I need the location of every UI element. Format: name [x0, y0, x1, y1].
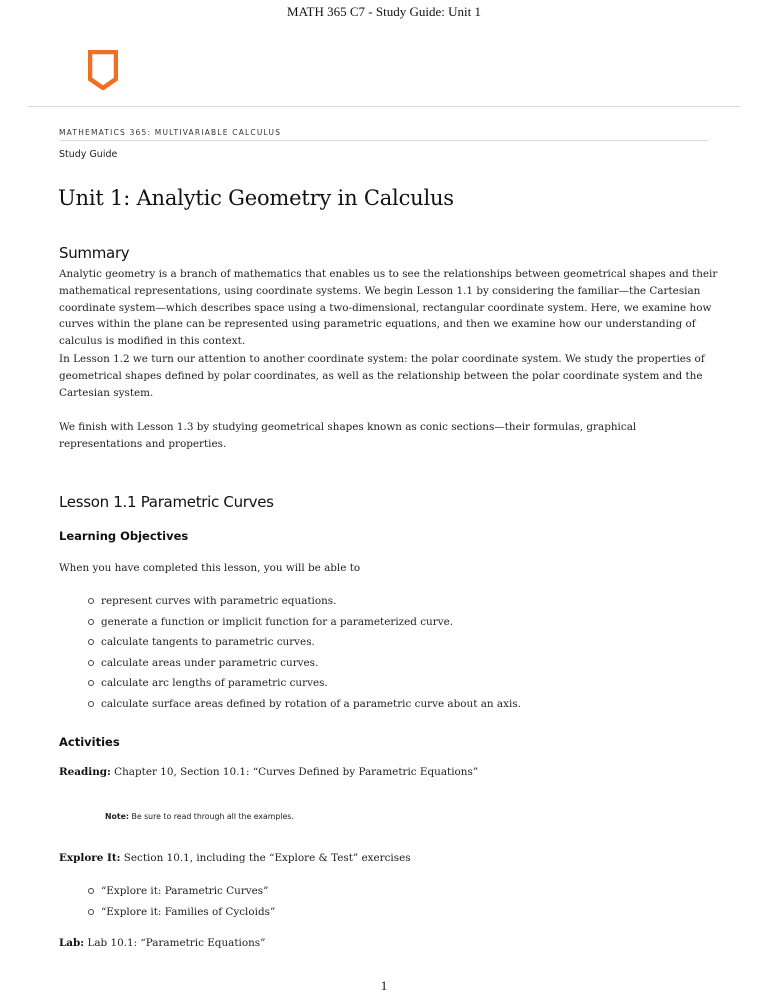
objectives-intro: When you have completed this lesson, you will be able to: [59, 562, 361, 574]
page-number: 1: [380, 978, 388, 993]
reading-label: Reading:: [59, 766, 111, 778]
bullet-icon: [88, 680, 94, 686]
reading-text: Chapter 10, Section 10.1: “Curves Defined by Parametric Equations”: [110, 766, 479, 778]
explore-activity: [59, 852, 411, 864]
print-header: MATH 365 C7 - Study Guide: Unit 1: [287, 4, 481, 19]
reading-activity: [59, 766, 478, 778]
note-label: Note:: [105, 812, 130, 821]
explore-list: [88, 884, 275, 925]
lab-activity: [59, 937, 265, 949]
bullet-icon: [88, 701, 94, 707]
course-label: MATHEMATICS 365: MULTIVARIABLE CALCULUS: [59, 128, 282, 137]
objective-item: calculate arc lengths of parametric curves.: [88, 676, 521, 697]
bullet-icon: [88, 639, 94, 645]
objective-item: represent curves with parametric equations.: [88, 594, 521, 615]
objective-item: calculate surface areas defined by rotation of a parametric curve about an axis.: [88, 697, 521, 718]
bullet-icon: [88, 598, 94, 604]
bullet-icon: [88, 909, 94, 915]
lesson-heading: Lesson 1.1 Parametric Curves: [59, 493, 274, 511]
objectives-heading: Learning Objectives: [59, 529, 189, 543]
objective-item: calculate areas under parametric curves.: [88, 656, 521, 677]
lab-text: Lab 10.1: “Parametric Equations”: [84, 937, 266, 949]
summary-paragraph-1: Analytic geometry is a branch of mathematics that enables us to see the relationships between geometrical shapes and their mathematical representations, using coordinate systems. We begin Lesson 1.1 by considering the familiar—the Cartesian coordinate system—which describes space using a two-dimensional, rectangular coordinate system. Here, we examine how curves within the plane can be represented using parametric equations, and then we examine how our understanding of calculus is modified in this context.: [59, 268, 718, 348]
doc-type: Study Guide: [59, 149, 118, 160]
note: [105, 812, 294, 821]
bullet-icon: [88, 619, 94, 625]
objective-item: generate a function or implicit function for a parameterized curve.: [88, 615, 521, 636]
bullet-icon: [88, 660, 94, 666]
summary-paragraph-3: We finish with Lesson 1.3 by studying geometrical shapes known as conic sections—their formulas, graphical representations and properties.: [59, 421, 637, 450]
summary-paragraph-2: In Lesson 1.2 we turn our attention to another coordinate system: the polar coordinate system. We study the properties of geometrical shapes defined by polar coordinates, as well as the relationship between the polar coordinate system and the Cartesian system.: [59, 353, 705, 399]
shield-icon: [88, 50, 118, 90]
note-text: Be sure to read through all the examples.: [129, 812, 294, 821]
page-title: Unit 1: Analytic Geometry in Calculus: [58, 186, 454, 210]
header-divider: [27, 106, 741, 107]
explore-item: “Explore it: Parametric Curves”: [88, 884, 275, 905]
course-divider: [59, 140, 709, 141]
bullet-icon: [88, 888, 94, 894]
explore-text: Section 10.1, including the “Explore & Test” exercises: [120, 852, 411, 864]
explore-item: “Explore it: Families of Cycloids”: [88, 905, 275, 926]
summary-heading: Summary: [59, 244, 130, 262]
explore-label: Explore It:: [59, 852, 121, 864]
activities-heading: Activities: [59, 735, 120, 749]
lab-label: Lab:: [59, 937, 85, 949]
objective-item: calculate tangents to parametric curves.: [88, 635, 521, 656]
objectives-list: [88, 594, 521, 717]
